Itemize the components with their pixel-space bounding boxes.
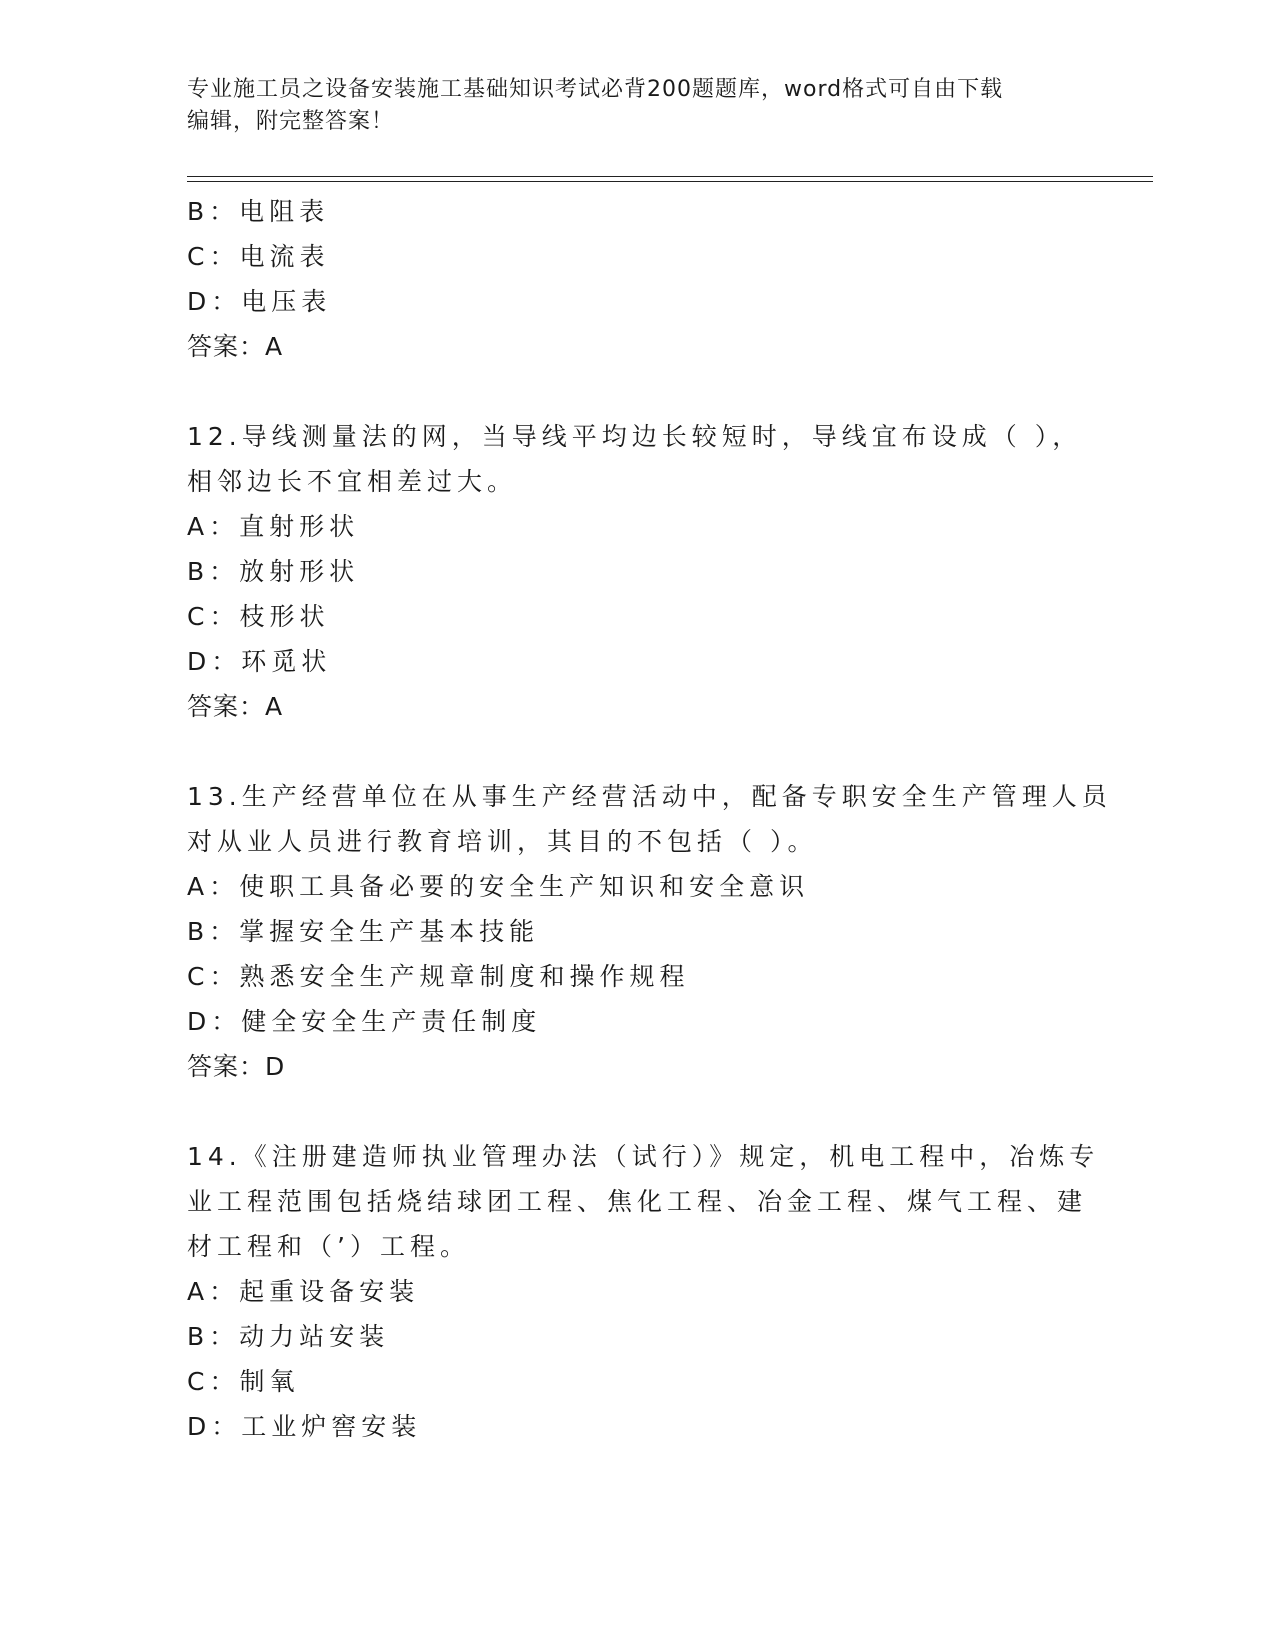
q13-option-b: B：掌握安全生产基本技能 xyxy=(187,917,540,946)
q13-option-c: C：熟悉安全生产规章制度和操作规程 xyxy=(187,962,690,991)
q12-stem-line-2: 相邻边长不宜相差过大。 xyxy=(187,467,518,496)
q14-option-a: A：起重设备安装 xyxy=(187,1277,420,1306)
q11-option-c: C：电流表 xyxy=(187,242,330,271)
q13-stem-line-2: 对从业人员进行教育培训，其目的不包括（ ）。 xyxy=(187,827,818,856)
q14-stem-line-2: 业工程范围包括烧结球团工程、焦化工程、冶金工程、煤气工程、建 xyxy=(187,1187,1088,1216)
q13-option-d: D：健全安全生产责任制度 xyxy=(187,1007,542,1036)
q12-option-b: B：放射形状 xyxy=(187,557,360,586)
q11-answer: 答案：A xyxy=(187,332,284,361)
q13-answer: 答案：D xyxy=(187,1052,286,1081)
q14-option-d: D：工业炉窖安装 xyxy=(187,1412,422,1441)
header-line-2: 编辑，附完整答案！ xyxy=(187,109,395,134)
q13-stem-line-1: 13.生产经营单位在从事生产经营活动中，配备专职安全生产管理人员 xyxy=(187,782,1112,811)
q14-stem-line-1: 14.《注册建造师执业管理办法（试行）》规定，机电工程中，冶炼专 xyxy=(187,1142,1100,1171)
q12-stem-line-1: 12.导线测量法的网，当导线平均边长较短时，导线宜布设成（ ）， xyxy=(187,422,1083,451)
q12-option-c: C：枝形状 xyxy=(187,602,330,631)
q13-option-a: A：使职工具备必要的安全生产知识和安全意识 xyxy=(187,872,810,901)
q14-option-c: C：制氧 xyxy=(187,1367,300,1396)
document-header xyxy=(187,74,1067,138)
q12-option-d: D：环觅状 xyxy=(187,647,332,676)
header-divider-top xyxy=(187,176,1153,177)
q11-option-d: D：电压表 xyxy=(187,287,332,316)
q12-option-a: A：直射形状 xyxy=(187,512,360,541)
q11-option-b: B：电阻表 xyxy=(187,197,330,226)
q14-option-b: B：动力站安装 xyxy=(187,1322,390,1351)
q14-stem-line-3: 材工程和（’）工程。 xyxy=(187,1232,470,1261)
header-line-1: 专业施工员之设备安装施工基础知识考试必背200题题库，word格式可自由下载 xyxy=(187,77,1004,102)
header-divider-bottom xyxy=(187,181,1153,182)
q12-answer: 答案：A xyxy=(187,692,284,721)
